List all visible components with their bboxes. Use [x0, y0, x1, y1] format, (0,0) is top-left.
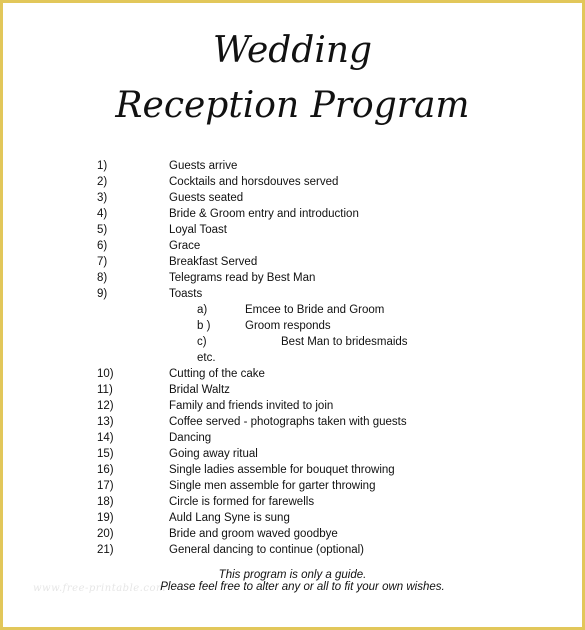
item-text: Single ladies assemble for bouquet throwing	[169, 464, 395, 476]
subitem-text: Emcee to Bride and Groom	[245, 304, 385, 316]
item-text: General dancing to continue (optional)	[169, 544, 364, 556]
subitem-etc: etc.	[197, 352, 216, 364]
item-text: Bride and groom waved goodbye	[169, 528, 338, 540]
item-number: 19)	[97, 512, 114, 524]
item-text: Loyal Toast	[169, 224, 227, 236]
list-item	[3, 446, 585, 462]
item-number: 15)	[97, 448, 114, 460]
item-text: Single men assemble for garter throwing	[169, 480, 376, 492]
item-number: 17)	[97, 480, 114, 492]
list-item	[3, 382, 585, 398]
item-number: 8)	[97, 272, 108, 284]
item-text: Dancing	[169, 432, 212, 444]
list-item	[3, 222, 585, 238]
item-text: Toasts	[169, 288, 203, 300]
item-text: Bride & Groom entry and introduction	[169, 208, 359, 220]
toast-etc	[3, 350, 585, 366]
list-item	[3, 174, 585, 190]
item-text: Bridal Waltz	[169, 384, 230, 396]
list-item	[3, 238, 585, 254]
item-number: 5)	[97, 224, 108, 236]
list-item	[3, 494, 585, 510]
item-text: Cocktails and horsdouves served	[169, 176, 339, 188]
list-item	[3, 286, 585, 302]
list-item	[3, 190, 585, 206]
item-number: 13)	[97, 416, 114, 428]
item-text: Auld Lang Syne is sung	[169, 512, 290, 524]
list-item	[3, 414, 585, 430]
item-number: 4)	[97, 208, 108, 220]
program-list	[3, 158, 585, 558]
item-number: 7)	[97, 256, 108, 268]
list-item	[3, 366, 585, 382]
title-wedding: Wedding	[212, 30, 373, 71]
toast-subitem	[3, 318, 585, 334]
item-text: Cutting of the cake	[169, 368, 265, 380]
item-text: Going away ritual	[169, 448, 258, 460]
item-number: 16)	[97, 464, 114, 476]
item-number: 11)	[97, 384, 113, 396]
footer-note	[3, 569, 582, 593]
item-number: 20)	[97, 528, 114, 540]
subitem-text: Groom responds	[245, 320, 331, 332]
toast-subitem	[3, 334, 585, 350]
subitem-letter: c)	[197, 336, 207, 348]
item-number: 21)	[97, 544, 114, 556]
item-number: 14)	[97, 432, 114, 444]
item-text: Circle is formed for farewells	[169, 496, 315, 508]
subitem-letter: b )	[197, 320, 211, 332]
list-item	[3, 542, 585, 558]
toast-subitem	[3, 302, 585, 318]
subitem-letter: a)	[197, 304, 208, 316]
item-number: 3)	[97, 192, 108, 204]
list-item	[3, 206, 585, 222]
list-item	[3, 254, 585, 270]
item-number: 9)	[97, 288, 108, 300]
item-number: 12)	[97, 400, 114, 412]
subitem-text: Best Man to bridesmaids	[281, 336, 408, 348]
item-text: Family and friends invited to join	[169, 400, 334, 412]
watermark: www.free-printable.com	[33, 583, 166, 594]
list-item	[3, 270, 585, 286]
item-text: Coffee served - photographs taken with guests	[169, 416, 407, 428]
list-item	[3, 462, 585, 478]
item-text: Grace	[169, 240, 201, 252]
list-item	[3, 158, 585, 174]
list-item	[3, 430, 585, 446]
item-number: 2)	[97, 176, 108, 188]
item-number: 6)	[97, 240, 108, 252]
item-text: Breakfast Served	[169, 256, 258, 268]
item-text: Telegrams read by Best Man	[169, 272, 316, 284]
footer-line-2: Please feel free to alter any or all to fit your own wishes.	[160, 581, 445, 593]
title-reception-program: Reception Program	[115, 85, 470, 126]
item-number: 1)	[97, 160, 108, 172]
item-number: 18)	[97, 496, 114, 508]
footer-line-1: This program is only a guide.	[218, 569, 367, 581]
item-number: 10)	[97, 368, 114, 380]
list-item	[3, 526, 585, 542]
item-text: Guests seated	[169, 192, 244, 204]
item-text: Guests arrive	[169, 160, 238, 172]
list-item	[3, 398, 585, 414]
list-item	[3, 510, 585, 526]
list-item	[3, 478, 585, 494]
